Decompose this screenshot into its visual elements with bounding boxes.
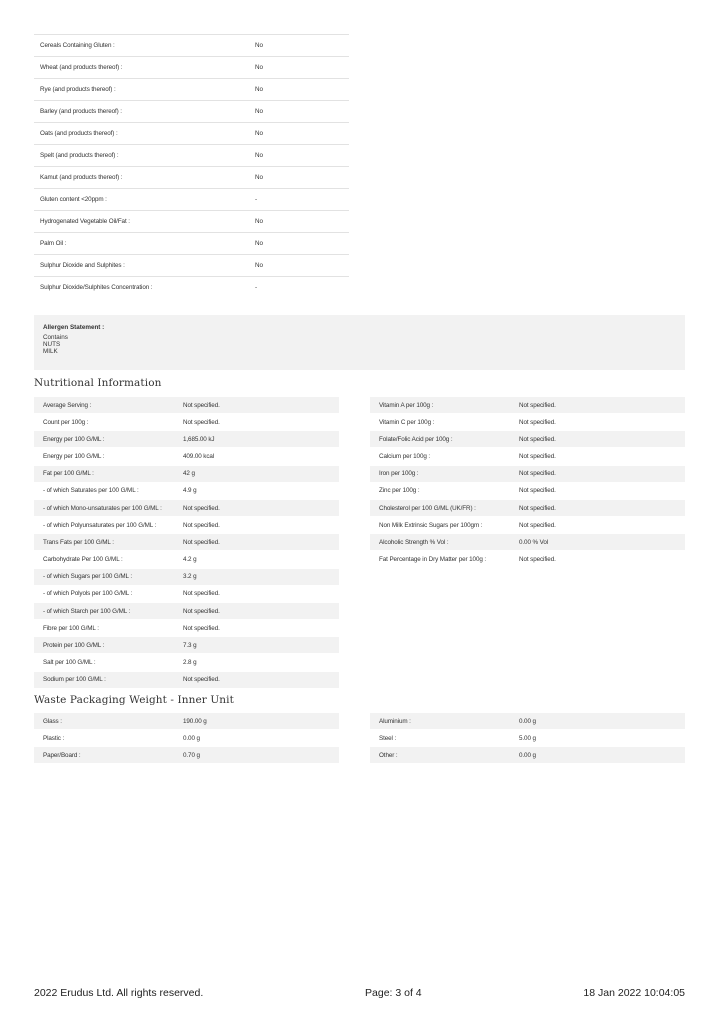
row-label: Iron per 100g : [379, 470, 419, 478]
table-row [370, 730, 685, 746]
table-row [34, 534, 339, 550]
allergy-table [34, 34, 349, 298]
row-value: 409.00 kcal [183, 453, 215, 461]
row-value: - [255, 196, 257, 203]
row-label: - of which Polyols per 100 G/ML : [43, 590, 133, 598]
table-row [370, 713, 685, 729]
row-label: - of which Sugars per 100 G/ML : [43, 573, 132, 581]
row-label: Salt per 100 G/ML : [43, 659, 96, 667]
table-row [34, 277, 349, 298]
row-label: Aluminium : [379, 717, 411, 725]
row-label: Vitamin A per 100g : [379, 401, 434, 409]
table-row [370, 397, 685, 413]
nutrition-right-column [370, 397, 685, 569]
table-row [34, 123, 349, 145]
table-row [370, 500, 685, 516]
row-label: Protein per 100 G/ML : [43, 641, 105, 649]
allergen-line: MILK [43, 348, 58, 355]
table-row [370, 483, 685, 499]
table-row [370, 466, 685, 482]
row-value: Not specified. [183, 676, 220, 684]
table-row [34, 713, 339, 729]
table-row [34, 603, 339, 619]
table-row [34, 517, 339, 533]
table-row [370, 747, 685, 763]
row-label: Rye (and products thereof) : [40, 86, 116, 93]
row-label: Energy per 100 G/ML : [43, 453, 105, 461]
row-value: Not specified. [183, 401, 220, 409]
row-value: Not specified. [519, 521, 556, 529]
table-row [34, 483, 339, 499]
allergen-line: NUTS [43, 341, 61, 348]
table-row [34, 552, 339, 568]
row-value: Not specified. [183, 504, 220, 512]
packaging-right-column [370, 713, 685, 765]
table-row [34, 414, 339, 430]
page-footer [34, 987, 685, 999]
table-row [34, 655, 339, 671]
table-row [370, 449, 685, 465]
row-label: - of which Saturates per 100 G/ML : [43, 487, 139, 495]
table-row [34, 189, 349, 211]
table-row [34, 730, 339, 746]
row-label: Cereals Containing Gluten : [40, 42, 115, 49]
row-value: Not specified. [519, 418, 556, 426]
row-value: 4.2 g [183, 556, 197, 564]
row-label: Hydrogenated Vegetable Oil/Fat : [40, 218, 130, 225]
table-row [34, 167, 349, 189]
row-label: Average Serving : [43, 401, 92, 409]
row-value: 5.00 g [519, 734, 536, 742]
row-value: No [255, 240, 263, 247]
row-value: Not specified. [183, 590, 220, 598]
row-label: Gluten content <20ppm : [40, 196, 107, 203]
row-value: No [255, 108, 263, 115]
table-row [34, 101, 349, 123]
row-value: - [255, 284, 257, 291]
row-value: 3.2 g [183, 573, 197, 581]
row-label: Sulphur Dioxide/Sulphites Concentration : [40, 284, 153, 291]
row-label: Non Milk Extrinsic Sugars per 100gm : [379, 521, 483, 529]
table-row [34, 35, 349, 57]
table-row [370, 431, 685, 447]
row-label: Fat Percentage in Dry Matter per 100g : [379, 556, 487, 564]
row-label: Kamut (and products thereof) : [40, 174, 123, 181]
row-value: Not specified. [183, 607, 220, 615]
row-value: Not specified. [519, 435, 556, 443]
table-row [34, 431, 339, 447]
row-value: Not specified. [519, 487, 556, 495]
table-row [34, 500, 339, 516]
row-label: Zinc per 100g : [379, 487, 420, 495]
row-label: - of which Mono-unsaturates per 100 G/ML : [43, 504, 162, 512]
row-label: Oats (and products thereof) : [40, 130, 118, 137]
footer-copyright: 2022 Erudus Ltd. All rights reserved. [34, 987, 204, 999]
table-row [370, 517, 685, 533]
footer-timestamp: 18 Jan 2022 10:04:05 [583, 987, 685, 999]
row-label: Count per 100g : [43, 418, 89, 426]
table-row [34, 466, 339, 482]
row-value: No [255, 262, 263, 269]
row-value: Not specified. [519, 453, 556, 461]
table-row [34, 637, 339, 653]
row-label: Sulphur Dioxide and Sulphites : [40, 262, 125, 269]
row-label: Spelt (and products thereof) : [40, 152, 119, 159]
table-row [34, 620, 339, 636]
row-value: No [255, 174, 263, 181]
table-row [370, 414, 685, 430]
row-label: Barley (and products thereof) : [40, 108, 122, 115]
table-row [34, 57, 349, 79]
row-value: No [255, 152, 263, 159]
row-value: No [255, 64, 263, 71]
row-label: Fibre per 100 G/ML : [43, 624, 99, 632]
table-row [34, 79, 349, 101]
row-value: 1,685.00 kJ [183, 435, 215, 443]
row-label: Fat per 100 G/ML : [43, 470, 94, 478]
row-value: Not specified. [519, 470, 556, 478]
row-label: Carbohydrate Per 100 G/ML : [43, 556, 123, 564]
table-row [34, 255, 349, 277]
row-value: No [255, 218, 263, 225]
row-value: 42 g [183, 470, 195, 478]
row-value: 0.00 % Vol [519, 538, 549, 546]
nutrition-left-column [34, 397, 339, 689]
table-row [34, 145, 349, 167]
row-value: No [255, 130, 263, 137]
table-row [34, 449, 339, 465]
row-value: 0.00 g [183, 734, 200, 742]
row-value: 0.00 g [519, 717, 536, 725]
table-row [34, 233, 349, 255]
packaging-left-column [34, 713, 339, 765]
row-value: 4.9 g [183, 487, 197, 495]
row-value: No [255, 42, 263, 49]
row-label: Palm Oil : [40, 240, 67, 247]
row-value: Not specified. [183, 521, 220, 529]
packaging-title: Waste Packaging Weight - Inner Unit [34, 694, 234, 706]
row-value: Not specified. [183, 624, 220, 632]
table-row [34, 211, 349, 233]
row-label: Glass : [43, 717, 62, 725]
row-label: - of which Starch per 100 G/ML : [43, 607, 131, 615]
row-label: Other : [379, 751, 398, 759]
row-value: 2.8 g [183, 659, 197, 667]
row-value: 190.00 g [183, 717, 207, 725]
row-label: Alcoholic Strength % Vol : [379, 538, 449, 546]
row-label: Wheat (and products thereof) : [40, 64, 123, 71]
allergen-statement-heading: Allergen Statement : [43, 324, 105, 331]
row-label: Plastic : [43, 734, 65, 742]
table-row [34, 569, 339, 585]
table-row [34, 397, 339, 413]
row-value: Not specified. [519, 401, 556, 409]
row-label: Folate/Folic Acid per 100g : [379, 435, 453, 443]
row-value: No [255, 86, 263, 93]
table-row [34, 747, 339, 763]
row-label: - of which Polyunsaturates per 100 G/ML : [43, 521, 157, 529]
row-label: Cholesterol per 100 G/ML (UK/FR) : [379, 504, 476, 512]
row-label: Sodium per 100 G/ML : [43, 676, 106, 684]
row-value: Not specified. [519, 556, 556, 564]
row-label: Paper/Board : [43, 751, 81, 759]
row-value: Not specified. [519, 504, 556, 512]
row-label: Calcium per 100g : [379, 453, 431, 461]
allergen-line: Contains [43, 334, 68, 341]
table-row [34, 586, 339, 602]
row-value: 0.70 g [183, 751, 200, 759]
row-value: 7.3 g [183, 641, 197, 649]
row-label: Steel : [379, 734, 397, 742]
table-row [370, 534, 685, 550]
row-value: Not specified. [183, 418, 220, 426]
row-label: Energy per 100 G/ML : [43, 435, 105, 443]
row-value: 0.00 g [519, 751, 536, 759]
row-label: Vitamin C per 100g : [379, 418, 435, 426]
allergen-statement [34, 315, 685, 370]
footer-page-number: Page: 3 of 4 [365, 987, 422, 999]
nutrition-title: Nutritional Information [34, 377, 162, 389]
row-value: Not specified. [183, 538, 220, 546]
table-row [370, 552, 685, 568]
row-label: Trans Fats per 100 G/ML : [43, 538, 114, 546]
table-row [34, 672, 339, 688]
